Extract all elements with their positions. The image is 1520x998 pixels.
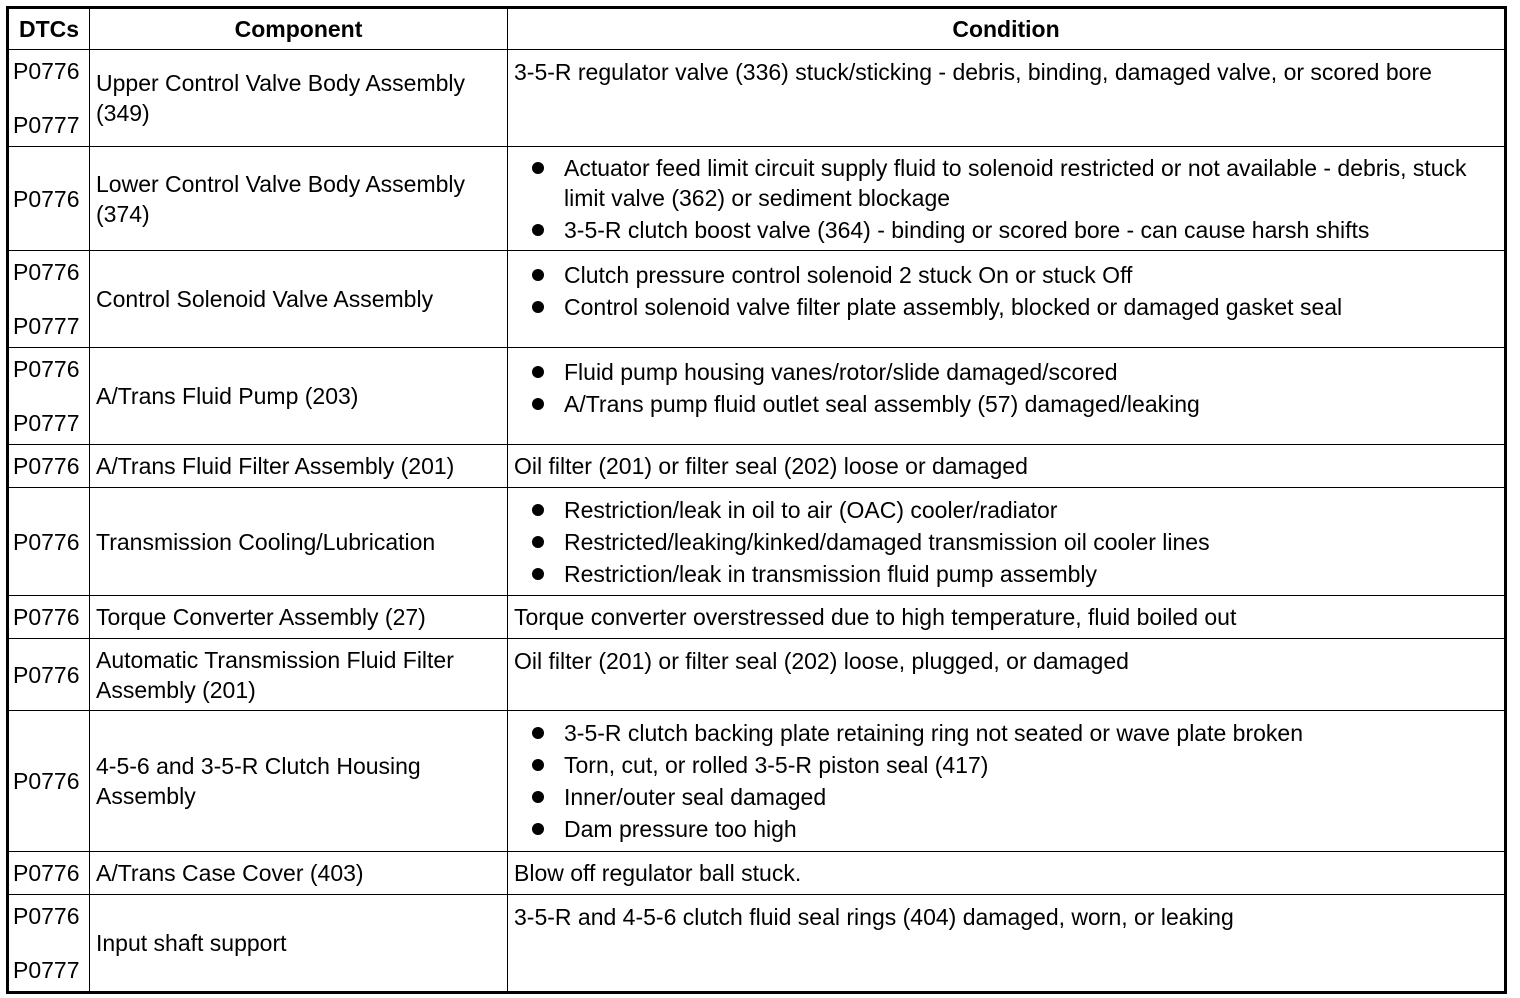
condition-text: 3-5-R regulator valve (336) stuck/sticking - debris, binding, damaged valve, or scored bore	[514, 59, 1432, 85]
header-row	[8, 8, 1506, 50]
condition-bullet-item: Dam pressure too high	[532, 814, 1494, 844]
component-cell: Lower Control Valve Body Assembly (374)	[90, 147, 508, 251]
component-cell: A/Trans Case Cover (403)	[90, 852, 508, 895]
dtc-cell	[8, 895, 90, 993]
bullet-icon	[532, 536, 544, 548]
condition-text: 3-5-R and 4-5-6 clutch fluid seal rings (404) damaged, worn, or leaking	[514, 904, 1234, 930]
dtc-code: P0776	[13, 58, 80, 84]
dtc-cell	[8, 596, 90, 639]
table-row	[8, 251, 1506, 348]
condition-cell	[508, 596, 1506, 639]
condition-cell	[508, 639, 1506, 711]
dtc-cell	[8, 711, 90, 852]
header-component: Component	[90, 8, 508, 50]
dtc-cell	[8, 488, 90, 596]
table-row	[8, 50, 1506, 147]
condition-cell	[508, 852, 1506, 895]
bullet-icon	[532, 301, 544, 313]
condition-bullet-item: Inner/outer seal damaged	[532, 782, 1494, 812]
bullet-icon	[532, 224, 544, 236]
condition-bullet-list	[514, 153, 1494, 245]
condition-bullet-list	[514, 495, 1494, 589]
table-row	[8, 596, 1506, 639]
component-cell: A/Trans Fluid Filter Assembly (201)	[90, 445, 508, 488]
dtc-cell	[8, 445, 90, 488]
dtc-code: P0776	[13, 185, 80, 212]
dtc-code: P0777	[13, 112, 80, 138]
header-dtcs: DTCs	[8, 8, 90, 50]
condition-bullet-item: 3-5-R clutch boost valve (364) - binding or scored bore - can cause harsh shifts	[532, 215, 1494, 245]
dtc-code: P0776	[13, 259, 80, 285]
bullet-icon	[532, 727, 544, 739]
dtc-cell	[8, 852, 90, 895]
condition-cell	[508, 711, 1506, 852]
condition-bullet-item: Actuator feed limit circuit supply fluid to solenoid restricted or not available - debris, stuck limit valve (362) or sediment blockage	[532, 153, 1494, 213]
condition-cell	[508, 50, 1506, 147]
condition-cell	[508, 445, 1506, 488]
condition-text: Blow off regulator ball stuck.	[514, 860, 802, 886]
component-cell: Input shaft support	[90, 895, 508, 993]
component-cell: Automatic Transmission Fluid Filter Assembly (201)	[90, 639, 508, 711]
dtc-code: P0777	[13, 957, 80, 983]
component-cell: Torque Converter Assembly (27)	[90, 596, 508, 639]
table-row	[8, 895, 1506, 993]
condition-text: Oil filter (201) or filter seal (202) loose or damaged	[514, 453, 1028, 479]
dtc-code: P0776	[13, 903, 80, 929]
condition-bullet-item: Restricted/leaking/kinked/damaged transmission oil cooler lines	[532, 527, 1494, 557]
dtc-cell	[8, 251, 90, 348]
condition-bullet-item: Restriction/leak in transmission fluid pump assembly	[532, 559, 1494, 589]
bullet-icon	[532, 568, 544, 580]
condition-bullet-item: Clutch pressure control solenoid 2 stuck On or stuck Off	[532, 260, 1494, 290]
condition-text: Torque converter overstressed due to high temperature, fluid boiled out	[514, 604, 1237, 630]
dtc-cell	[8, 50, 90, 147]
condition-cell	[508, 488, 1506, 596]
bullet-icon	[532, 162, 544, 174]
dtc-code: P0776	[13, 768, 80, 794]
dtc-code: P0776	[13, 356, 80, 382]
dtc-code: P0777	[13, 410, 80, 436]
header-condition: Condition	[508, 8, 1506, 50]
condition-bullet-item: A/Trans pump fluid outlet seal assembly (57) damaged/leaking	[532, 389, 1494, 419]
bullet-icon	[532, 269, 544, 281]
dtc-cell	[8, 147, 90, 251]
bullet-icon	[532, 791, 544, 803]
table-row	[8, 852, 1506, 895]
dtc-code: P0776	[13, 453, 80, 479]
condition-cell	[508, 348, 1506, 445]
condition-cell	[508, 251, 1506, 348]
condition-bullet-item: Restriction/leak in oil to air (OAC) cooler/radiator	[532, 495, 1494, 525]
table-row	[8, 639, 1506, 711]
bullet-icon	[532, 823, 544, 835]
condition-bullet-list	[514, 350, 1494, 419]
bullet-icon	[532, 366, 544, 378]
table-row	[8, 488, 1506, 596]
condition-bullet-item: Control solenoid valve filter plate assembly, blocked or damaged gasket seal	[532, 292, 1494, 322]
condition-text: Oil filter (201) or filter seal (202) loose, plugged, or damaged	[514, 648, 1129, 674]
dtc-code: P0776	[13, 604, 80, 630]
component-cell: A/Trans Fluid Pump (203)	[90, 348, 508, 445]
bullet-icon	[532, 398, 544, 410]
condition-cell	[508, 895, 1506, 993]
table-row	[8, 445, 1506, 488]
table-row	[8, 711, 1506, 852]
dtc-cell	[8, 639, 90, 711]
dtc-code: P0777	[13, 313, 80, 339]
condition-cell	[508, 147, 1506, 251]
component-cell: Control Solenoid Valve Assembly	[90, 251, 508, 348]
dtc-code: P0776	[13, 860, 80, 886]
bullet-icon	[532, 759, 544, 771]
condition-bullet-list	[514, 253, 1494, 322]
condition-bullet-item: 3-5-R clutch backing plate retaining ring not seated or wave plate broken	[532, 718, 1494, 748]
dtc-code: P0776	[13, 661, 80, 688]
dtc-condition-table	[6, 6, 1507, 994]
dtc-cell	[8, 348, 90, 445]
condition-bullet-item: Fluid pump housing vanes/rotor/slide damaged/scored	[532, 357, 1494, 387]
component-cell: Upper Control Valve Body Assembly (349)	[90, 50, 508, 147]
component-cell: Transmission Cooling/Lubrication	[90, 488, 508, 596]
component-cell: 4-5-6 and 3-5-R Clutch Housing Assembly	[90, 711, 508, 852]
bullet-icon	[532, 504, 544, 516]
dtc-code: P0776	[13, 528, 80, 555]
table-row	[8, 147, 1506, 251]
condition-bullet-list	[514, 718, 1494, 844]
table-row	[8, 348, 1506, 445]
condition-bullet-item: Torn, cut, or rolled 3-5-R piston seal (417)	[532, 750, 1494, 780]
